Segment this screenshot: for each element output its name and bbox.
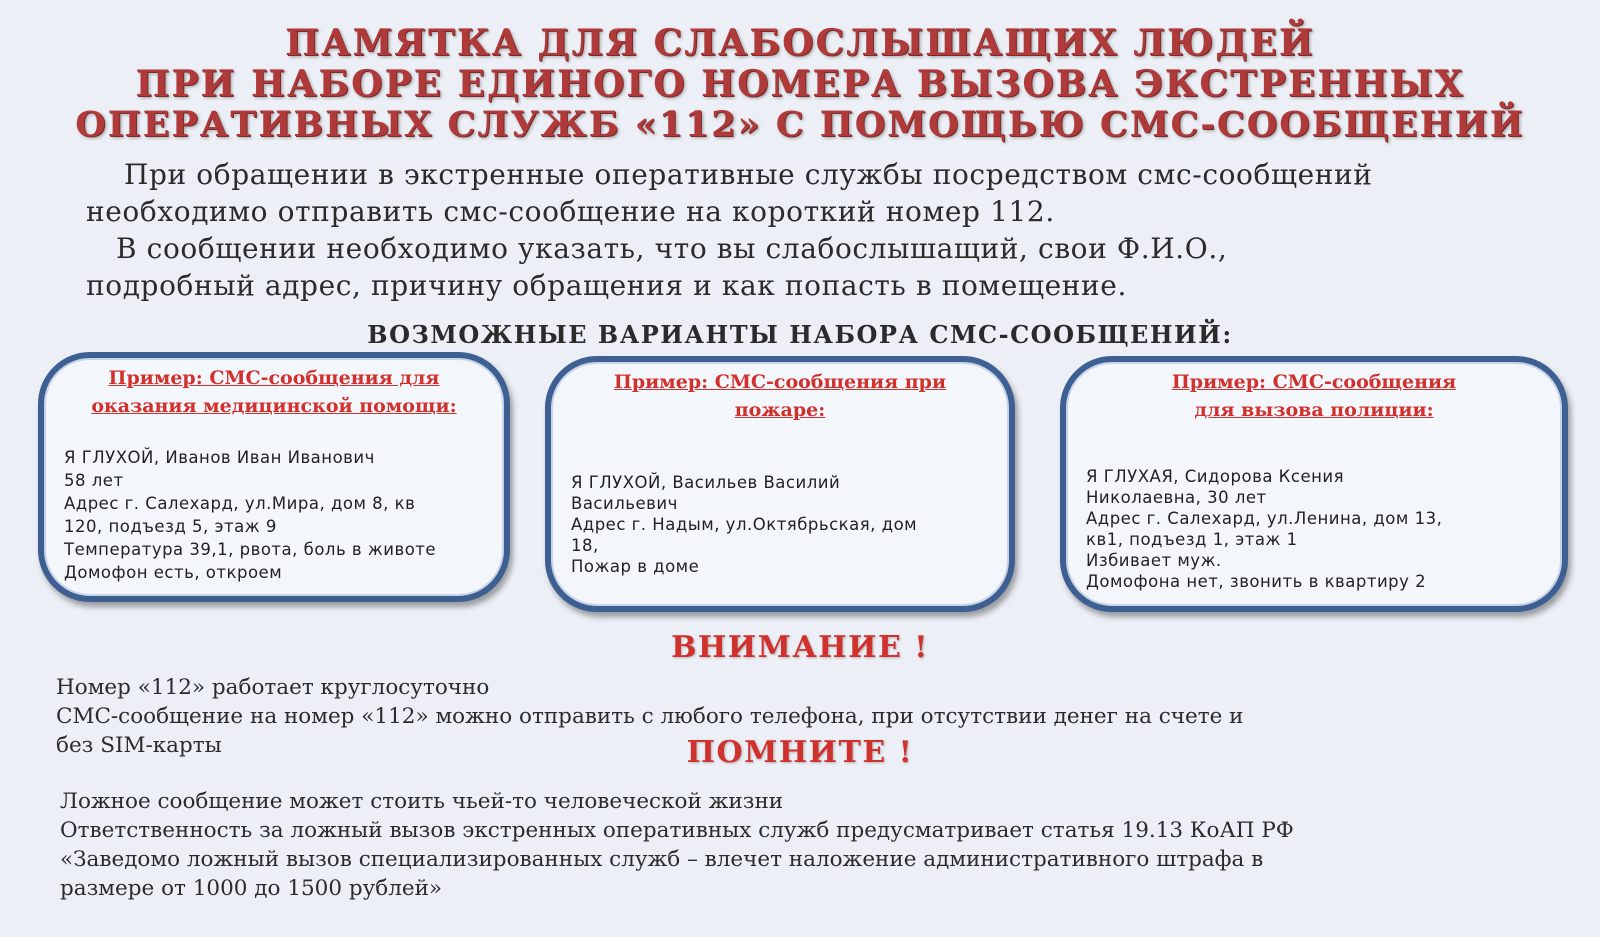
attention-line-2: СМС-сообщение на номер «112» можно отправить с любого телефона, при отсутствии денег на счете и [56, 704, 1244, 729]
example-line: Николаевна, 30 лет [1086, 488, 1267, 507]
example-line: Избивает муж. [1086, 551, 1222, 570]
variants-heading: ВОЗМОЖНЫЕ ВАРИАНТЫ НАБОРА СМС-СООБЩЕНИЙ: [367, 320, 1233, 349]
attention-line-1: Номер «112» работает круглосуточно [56, 675, 490, 700]
intro-line-3: В сообщении необходимо указать, что вы слабослышащий, свои Ф.И.О., [116, 232, 1228, 265]
example-line: Васильевич [571, 494, 678, 513]
example-title-medical [64, 364, 484, 420]
example-body-fire [571, 472, 917, 577]
intro-line-1: При обращении в экстренные оперативные службы посредством смс-сообщений [124, 158, 1373, 191]
example-line: Я ГЛУХОЙ, Васильев Василий [571, 473, 841, 492]
example-line: 18, [571, 536, 599, 555]
title-line-2: ПРИ НАБОРЕ ЕДИНОГО НОМЕРА ВЫЗОВА ЭКСТРЕННЫХ [135, 63, 1465, 105]
example-title-line-1: Пример: СМС-сообщения [1171, 371, 1457, 393]
example-line: Адрес г. Надым, ул.Октябрьская, дом [571, 515, 918, 534]
title-line-3: ОПЕРАТИВНЫХ СЛУЖБ «112» С ПОМОЩЬЮ СМС-СООБЩЕНИЙ [75, 104, 1525, 145]
example-title-line-1: Пример: СМС-сообщения при [613, 371, 947, 393]
example-line: 58 лет [64, 471, 124, 490]
example-title-line-1: Пример: СМС-сообщения для [108, 367, 440, 389]
example-line: Адрес г. Салехард, ул.Ленина, дом 13, [1086, 509, 1443, 528]
remember-line-1: Ложное сообщение может стоить чьей-то человеческой жизни [60, 789, 784, 814]
example-line: кв1, подъезд 1, этаж 1 [1086, 530, 1298, 549]
example-line: Пожар в доме [571, 557, 700, 576]
remember-line-2: Ответственность за ложный вызов экстренных оперативных служб предусматривает статья 19.13 КоАП РФ [60, 818, 1294, 843]
title-line-1: ПАМЯТКА ДЛЯ СЛАБОСЛЫШАЩИХ ЛЮДЕЙ [285, 22, 1315, 64]
example-line: Адрес г. Салехард, ул.Мира, дом 8, кв [64, 494, 416, 513]
example-line: 120, подъезд 5, этаж 9 [64, 517, 277, 536]
example-line: Температура 39,1, рвота, боль в животе [64, 540, 437, 559]
example-card-police [1060, 356, 1568, 612]
remember-line-3: «Заведомо ложный вызов специализированных служб – влечет наложение административного штрафа в [60, 847, 1264, 872]
example-line: Я ГЛУХОЙ, Иванов Иван Иванович [64, 448, 375, 467]
example-body-police [1086, 466, 1442, 592]
example-line: Я ГЛУХАЯ, Сидорова Ксения [1086, 467, 1345, 486]
attention-line-3: без SIM-карты [56, 733, 222, 758]
example-line: Домофон есть, откроем [64, 563, 283, 582]
example-body-medical [64, 446, 436, 584]
remember-line-4: размере от 1000 до 1500 рублей» [60, 876, 443, 901]
example-card-fire [545, 356, 1015, 612]
remember-heading: ПОМНИТЕ ! [686, 735, 914, 770]
example-title-line-2: оказания медицинской помощи: [91, 395, 457, 417]
attention-heading: ВНИМАНИЕ ! [671, 630, 929, 665]
example-line: Домофона нет, звонить в квартиру 2 [1086, 572, 1427, 591]
example-title-police [1086, 368, 1542, 424]
example-title-line-2: для вызова полиции: [1194, 399, 1434, 421]
example-title-line-2: пожаре: [734, 399, 826, 421]
example-title-fire [571, 368, 989, 424]
intro-line-4: подробный адрес, причину обращения и как попасть в помещение. [86, 269, 1127, 302]
example-card-medical [38, 352, 510, 602]
intro-line-2: необходимо отправить смс-сообщение на короткий номер 112. [86, 195, 1055, 228]
